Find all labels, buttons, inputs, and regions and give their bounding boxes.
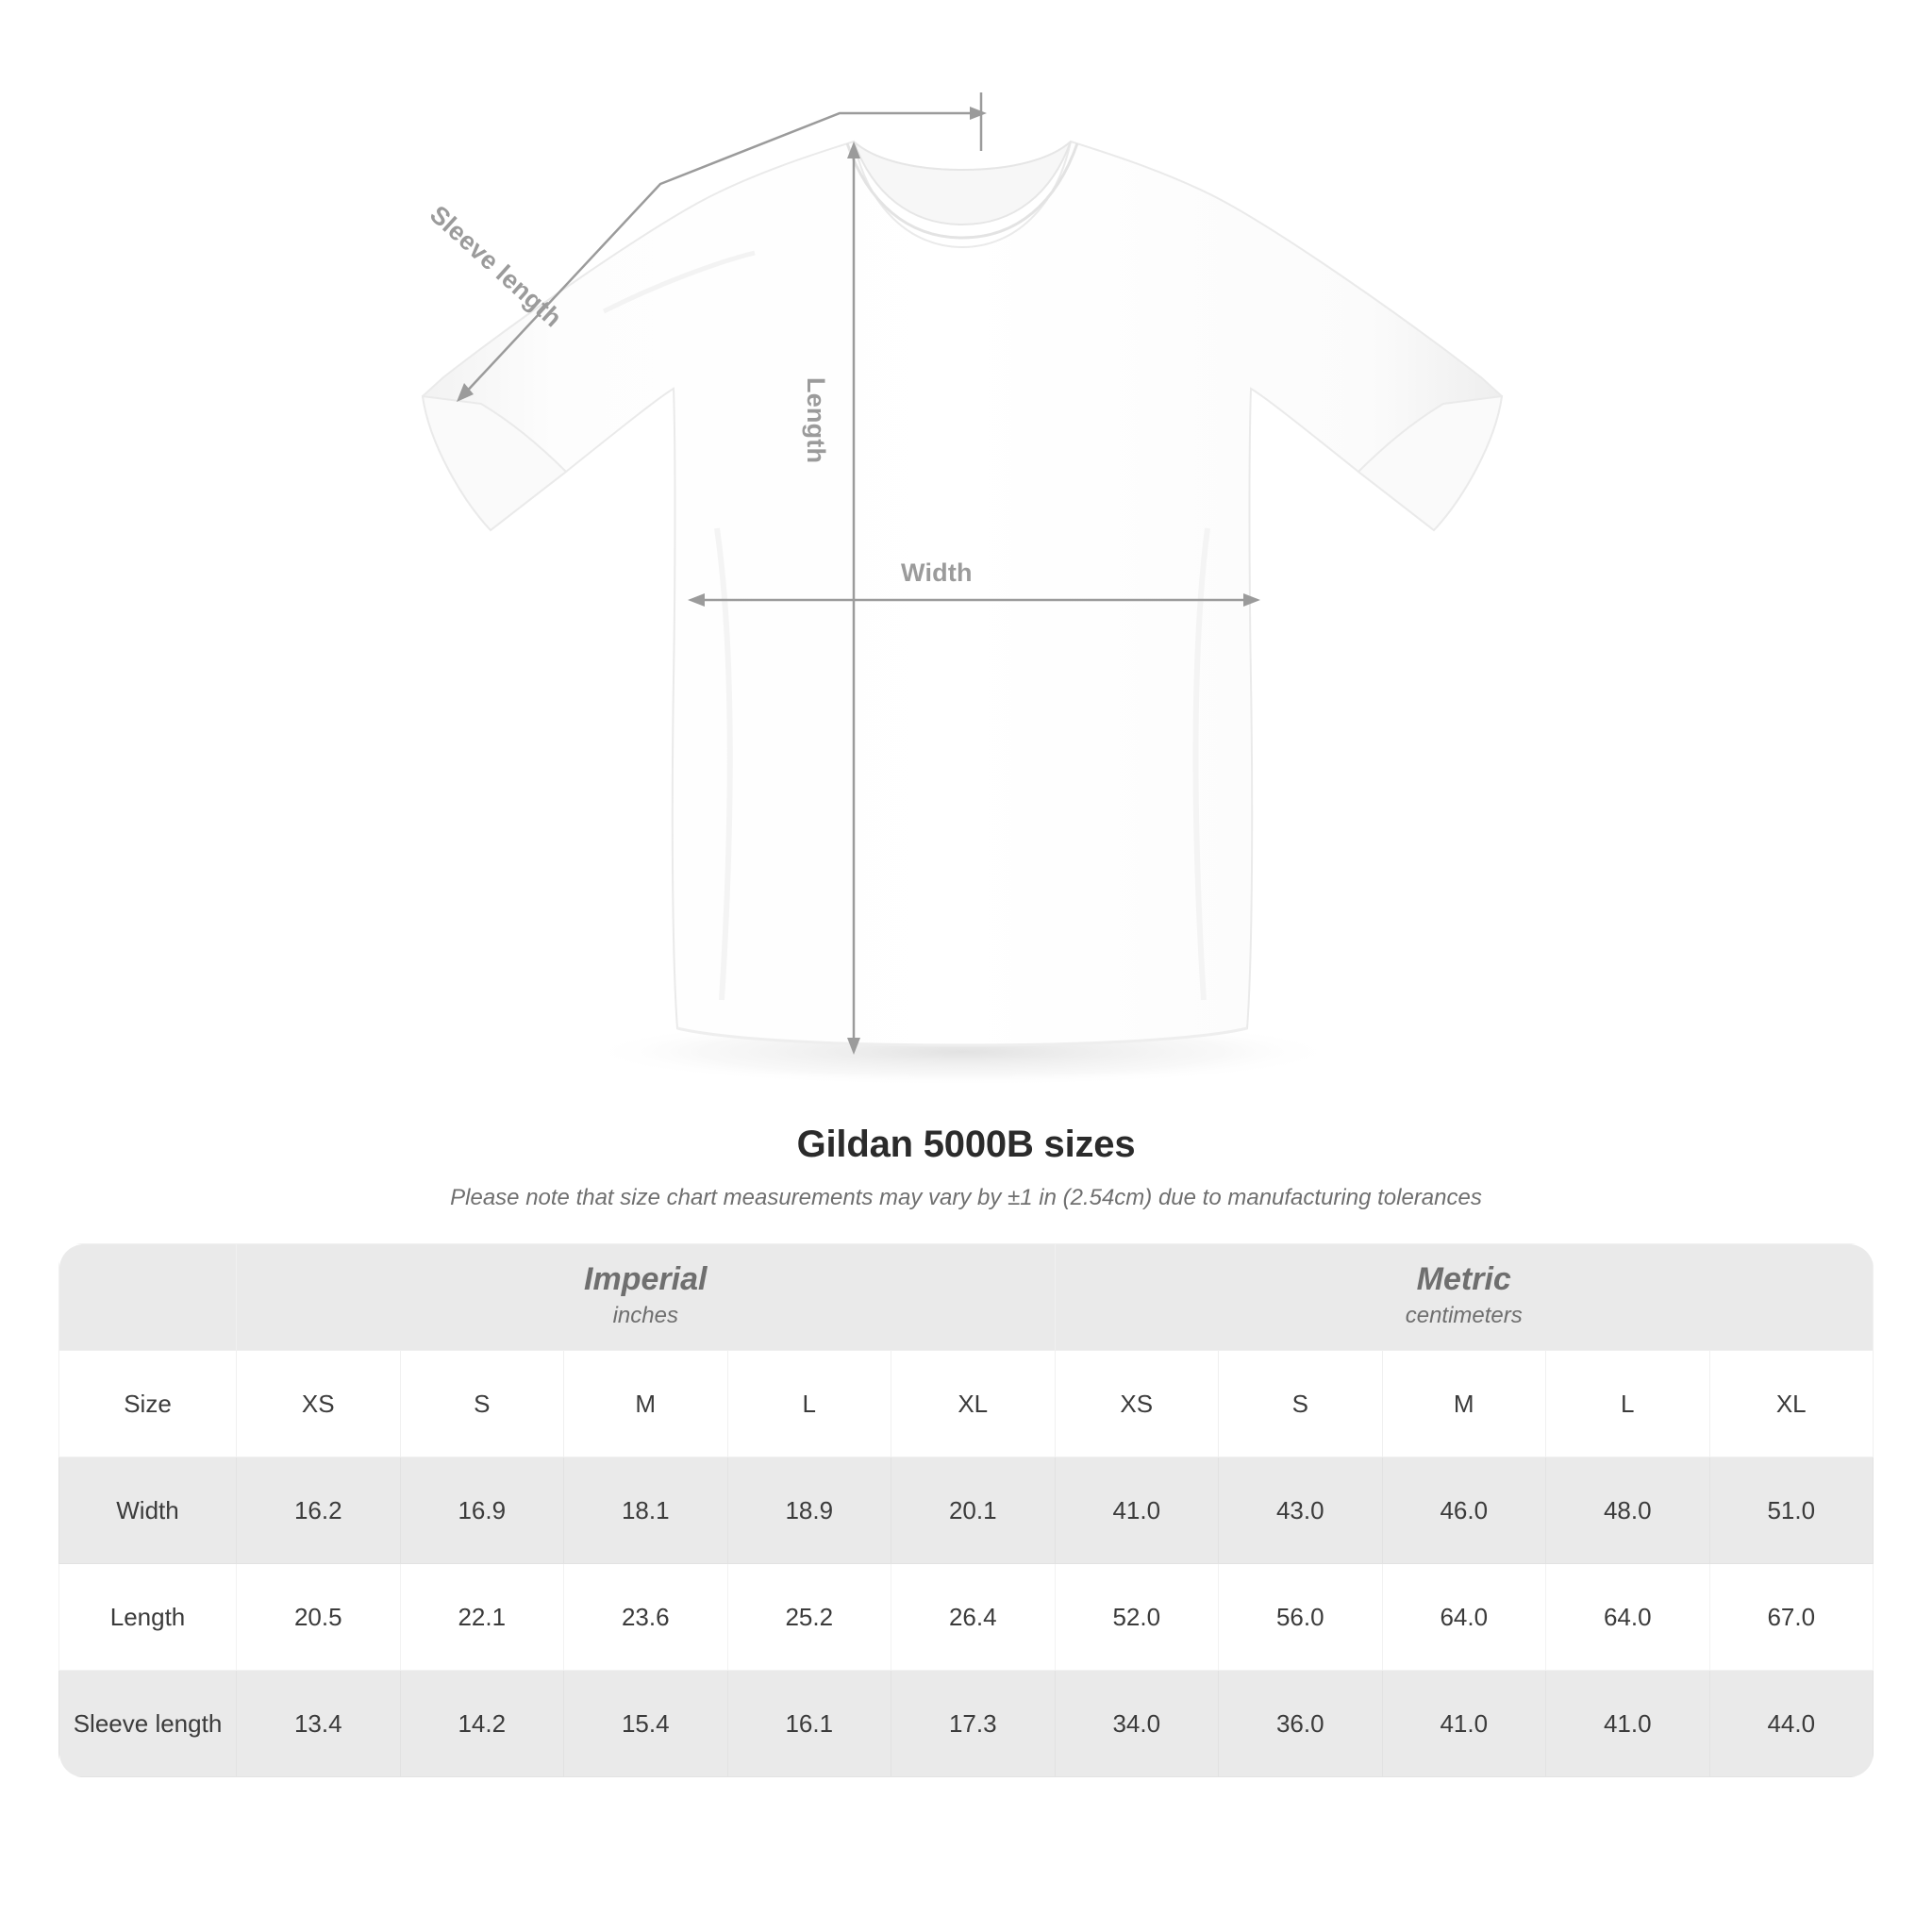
row-label-length: Length <box>59 1564 237 1671</box>
cell-width-metric-xs: 41.0 <box>1055 1457 1219 1564</box>
cell-width-imperial-s: 16.9 <box>400 1457 564 1564</box>
header-size: Size <box>59 1351 237 1457</box>
cell-sleeve-imperial-m: 15.4 <box>564 1671 728 1777</box>
header-metric-s: S <box>1219 1351 1383 1457</box>
table-row <box>59 1564 1874 1671</box>
header-metric-xs: XS <box>1055 1351 1219 1457</box>
cell-sleeve-imperial-s: 14.2 <box>400 1671 564 1777</box>
cell-length-imperial-l: 25.2 <box>727 1564 891 1671</box>
cell-sleeve-imperial-xl: 17.3 <box>891 1671 1056 1777</box>
table-header-row <box>59 1351 1874 1457</box>
cell-sleeve-metric-xl: 44.0 <box>1709 1671 1874 1777</box>
unit-group-metric-unit: centimeters <box>1405 1302 1523 1328</box>
cell-length-metric-l: 64.0 <box>1546 1564 1710 1671</box>
cell-length-metric-xl: 67.0 <box>1709 1564 1874 1671</box>
page-title: Gildan 5000B sizes <box>796 1124 1136 1165</box>
cell-width-imperial-xs: 16.2 <box>237 1457 401 1564</box>
header-imperial-xs: XS <box>237 1351 401 1457</box>
header-imperial-xl: XL <box>891 1351 1056 1457</box>
cell-length-imperial-m: 23.6 <box>564 1564 728 1671</box>
unit-group-metric-name: Metric <box>1416 1261 1511 1298</box>
unit-group-row <box>59 1244 1874 1351</box>
unit-group-metric <box>1055 1244 1874 1351</box>
cell-sleeve-metric-s: 36.0 <box>1219 1671 1383 1777</box>
title-block <box>0 1124 1932 1211</box>
cell-sleeve-metric-l: 41.0 <box>1546 1671 1710 1777</box>
size-chart-table <box>58 1243 1874 1777</box>
header-imperial-l: L <box>727 1351 891 1457</box>
header-metric-l: L <box>1546 1351 1710 1457</box>
tolerance-note: Please note that size chart measurements may vary by ±1 in (2.54cm) due to manufacturing tolerances <box>450 1185 1482 1210</box>
unit-group-imperial-unit: inches <box>612 1302 678 1328</box>
width-dimension-label: Width <box>901 558 973 587</box>
table-row <box>59 1671 1874 1777</box>
shirt-shape <box>423 142 1502 1045</box>
cell-length-metric-m: 64.0 <box>1382 1564 1546 1671</box>
cell-width-imperial-xl: 20.1 <box>891 1457 1056 1564</box>
row-label-width: Width <box>59 1457 237 1564</box>
cell-sleeve-metric-m: 41.0 <box>1382 1671 1546 1777</box>
header-imperial-m: M <box>564 1351 728 1457</box>
unit-group-spacer <box>59 1244 237 1351</box>
cell-sleeve-metric-xs: 34.0 <box>1055 1671 1219 1777</box>
cell-width-imperial-m: 18.1 <box>564 1457 728 1564</box>
cell-length-metric-s: 56.0 <box>1219 1564 1383 1671</box>
cell-length-imperial-xs: 20.5 <box>237 1564 401 1671</box>
header-metric-m: M <box>1382 1351 1546 1457</box>
cell-width-metric-l: 48.0 <box>1546 1457 1710 1564</box>
size-chart-table-wrapper <box>58 1243 1874 1777</box>
unit-group-imperial-name: Imperial <box>584 1261 708 1298</box>
cell-sleeve-imperial-xs: 13.4 <box>237 1671 401 1777</box>
cell-length-imperial-xl: 26.4 <box>891 1564 1056 1671</box>
cell-length-metric-xs: 52.0 <box>1055 1564 1219 1671</box>
row-label-sleeve-length: Sleeve length <box>59 1671 237 1777</box>
sleeve-length-dimension-label: Sleeve length <box>424 200 568 333</box>
cell-length-imperial-s: 22.1 <box>400 1564 564 1671</box>
cell-width-metric-m: 46.0 <box>1382 1457 1546 1564</box>
header-imperial-s: S <box>400 1351 564 1457</box>
cell-width-metric-s: 43.0 <box>1219 1457 1383 1564</box>
table-row <box>59 1457 1874 1564</box>
cell-sleeve-imperial-l: 16.1 <box>727 1671 891 1777</box>
length-dimension-label: Length <box>802 377 830 464</box>
cell-width-metric-xl: 51.0 <box>1709 1457 1874 1564</box>
header-metric-xl: XL <box>1709 1351 1874 1457</box>
unit-group-imperial <box>237 1244 1056 1351</box>
cell-width-imperial-l: 18.9 <box>727 1457 891 1564</box>
